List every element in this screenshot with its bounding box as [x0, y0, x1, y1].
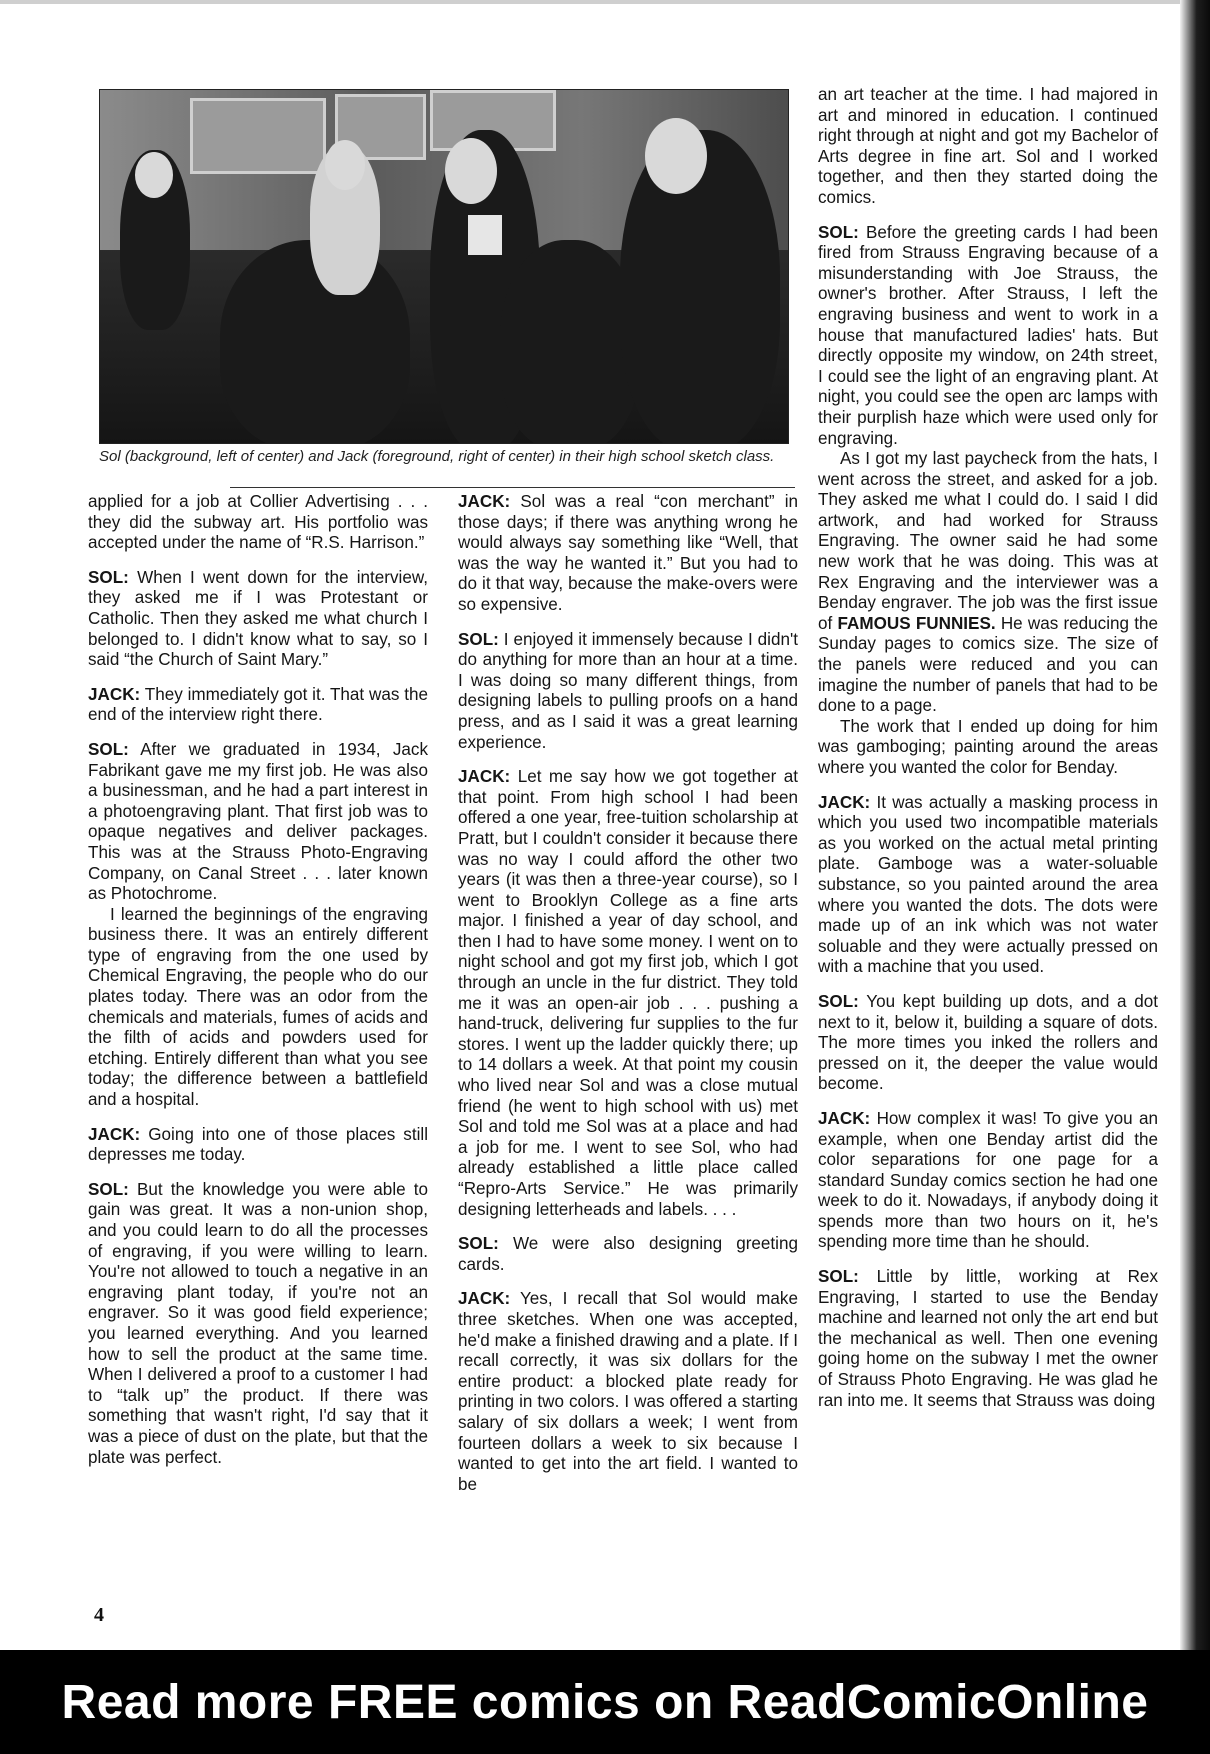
article-paragraph: JACK: Let me say how we got together at that point. From high school I had been offered a one year, free-tuition scholarship at Pratt, but I couldn't consider it because there was no way I could afford the other two years (it was then a three-year course), so I went to Brooklyn College as a fine arts major. I finished a year of day school, and then I had to have some money. I went on to night school and got my first job, which I got through an uncle in the fur district. They told me it was an open-air job . . . pushing a hand-truck, delivering fur supplies to the fur stores. I went up the ladder quickly there; up to 14 dollars a week. At that point my cousin who lived near Sol and was a close mutual friend (he went to high school with us) met Sol and told me Sol was at a place and had a job for me. I went to see Sol, who had already established a little place called “Repro-Arts Service.” He was primarily designing letterheads and labels. . . . [458, 767, 798, 1219]
article-paragraph: SOL: I enjoyed it immensely because I didn't do anything for more than an hour at a time. I was doing so many different things, from designing labels to pulling proofs on a hand press, and as I said it was a great learning experience. [458, 629, 798, 752]
speaker-label: JACK: [458, 1289, 511, 1309]
speaker-label: JACK: [458, 492, 511, 511]
promo-banner[interactable] [0, 1650, 1210, 1754]
article-paragraph: The work that I ended up doing for him was gamboging; painting around the areas where you wanted the color for Benday. [818, 716, 1158, 777]
article-paragraph: SOL: We were also designing greeting cards. [458, 1234, 798, 1274]
photo-wall-frame [190, 98, 326, 174]
speaker-label: SOL: [818, 222, 859, 242]
article-column-3 [818, 85, 1158, 1425]
page-number: 4 [94, 1604, 104, 1626]
photo-student-shirt [468, 215, 502, 255]
article-paragraph: JACK: Yes, I recall that Sol would make three sketches. When one was accepted, he'd make a finished drawing and a plate. If I recall correctly, it was six dollars for the entire product: a blocked plate ready for printing in two colors. I was offered a starting salary of six dollars a week; I went from fourteen dollars a week to six because I wanted to get into the art field. I wanted to be [458, 1289, 798, 1494]
promo-banner-text[interactable]: Read more FREE comics on ReadComicOnline [61, 1675, 1149, 1729]
photo-student-face [645, 118, 707, 194]
article-column-1 [88, 492, 428, 1482]
sketch-class-photo [99, 89, 789, 444]
article-paragraph: SOL: After we graduated in 1934, Jack Fabrikant gave me my first job. He was also a businessman, and he had a part interest in a photoengraving plant. That first job was to opaque negatives and deliver packages. This was at the Strauss Photo-Engraving Company, on Canal Street . . . later known as Photochrome. [88, 739, 428, 904]
photo-caption: Sol (background, left of center) and Jack (foreground, right of center) in their high school sketch class. [99, 448, 775, 465]
article-paragraph: SOL: But the knowledge you were able to gain was great. It was a non-union shop, and you could learn to do all the processes of engraving, if you were willing to learn. You're not allowed to touch a negative in an engraving plant today, if you're not an engraver. So it was good field experience; you learned everything. And you learned how to sell the product at the same time. When I delivered a proof to a customer I had to “talk up” the product. If there was something that wasn't right, I'd say that it was a piece of dust on the plate, but that the plate was perfect. [88, 1179, 428, 1467]
speaker-label: SOL: [458, 629, 499, 649]
article-paragraph: JACK: How complex it was! To give you an example, when one Benday artist did the color separations for one page for a standard Sunday comics section he had one week to do it. Nowadays, if anybody doing it spends more than two hours on it, he's spending more time than he should. [818, 1108, 1159, 1252]
photo-student-face [325, 140, 365, 190]
speaker-label: JACK: [458, 767, 511, 787]
page-edge-shadow [1180, 0, 1210, 1650]
speaker-label: JACK: [88, 684, 141, 704]
photo-student-face [445, 138, 497, 204]
article-paragraph: JACK: Going into one of those places still depresses me today. [88, 1124, 428, 1165]
article-paragraph: an art teacher at the time. I had majored in art and minored in education. I continued right through at night and got my Bachelor of Arts degree in fine art. Sol and I worked together, and then they started doing the comics. [818, 85, 1158, 207]
comic-title: FAMOUS FUNNIES. [837, 613, 996, 633]
speaker-label: SOL: [458, 1234, 499, 1254]
article-paragraph: SOL: Before the greeting cards I had been fired from Strauss Engraving because of a misunderstanding with Joe Strauss, the owner's brother. After Strauss, I left the engraving business and went to work in a house that manufactured ladies' hats. But directly opposite my window, on 24th street, I could see the light of an engraving plant. At night, you could see the open arc lamps with their purplish haze which were used only for engraving. [818, 222, 1158, 448]
speaker-label: JACK: [818, 792, 871, 812]
speaker-label: SOL: [818, 991, 859, 1011]
caption-divider [230, 487, 795, 488]
photo-student-face [135, 152, 173, 198]
article-column-2 [458, 492, 798, 1509]
article-paragraph: JACK: They immediately got it. That was the end of the interview right there. [88, 684, 428, 725]
article-paragraph: JACK: It was actually a masking process in which you used two incompatible materials as you worked on the actual metal printing plate. Gamboge was a water-soluable substance, so you painted around the area where you wanted the dots. The dots were made up of an ink which was not water soluable and they were actually pressed on with a machine that you used. [818, 792, 1159, 977]
speaker-label: JACK: [88, 1124, 141, 1144]
article-paragraph: SOL: Little by little, working at Rex Engraving, I started to use the Benday machine and learned not only the art end but the mechanical as well. Then one evening going home on the subway I met the owner of Strauss Photo Engraving. He was glad he ran into me. It seems that Strauss was doing [818, 1267, 1158, 1410]
article-paragraph: I learned the beginnings of the engraving business there. It was an entirely different type of engraving from the one used by Chemical Engraving, the people who do our plates today. There was an odor from the chemicals and materials, fumes of acids and the filth of acids and powders used for etching. Entirely different than what you see today; the difference between a battlefield and a hospital. [88, 904, 428, 1110]
speaker-label: SOL: [88, 567, 129, 587]
article-paragraph: applied for a job at Collier Advertising . . . they did the subway art. His portfolio was accepted under the name of “R.S. Harrison.” [88, 492, 428, 553]
photo-student-figure [500, 240, 640, 444]
speaker-label: SOL: [818, 1267, 859, 1287]
speaker-label: SOL: [88, 739, 129, 759]
speaker-label: SOL: [88, 1179, 129, 1199]
speaker-label: JACK: [818, 1108, 871, 1128]
article-paragraph: As I got my last paycheck from the hats, I went across the street, and asked for a job. They asked me what I could do. I said I did artwork, and had worked for Strauss Engraving. The owner said he had some new work that he was doing. This was at Rex Engraving and the interviewer was a Benday engraver. The job was the first issue of FAMOUS FUNNIES. He was reducing the Sunday pages to comics size. The size of the panels were reduced and you can imagine the number of panels that had to be done to a page. [818, 449, 1159, 716]
article-paragraph: JACK: Sol was a real “con merchant” in those days; if there was anything wrong he would always say something like “Well, that was the way he wanted it.” But you had to do it that way, because the make-overs were so expensive. [458, 492, 798, 614]
article-paragraph: SOL: When I went down for the interview, they asked me if I was Protestant or Catholic. Then they asked me what church I belonged to. I didn't know what to say, so I said “the Church of Saint Mary.” [88, 567, 428, 670]
article-paragraph: SOL: You kept building up dots, and a dot next to it, below it, building a square of dots. The more times you inked the rollers and pressed on it, the deeper the value would become. [818, 991, 1158, 1094]
